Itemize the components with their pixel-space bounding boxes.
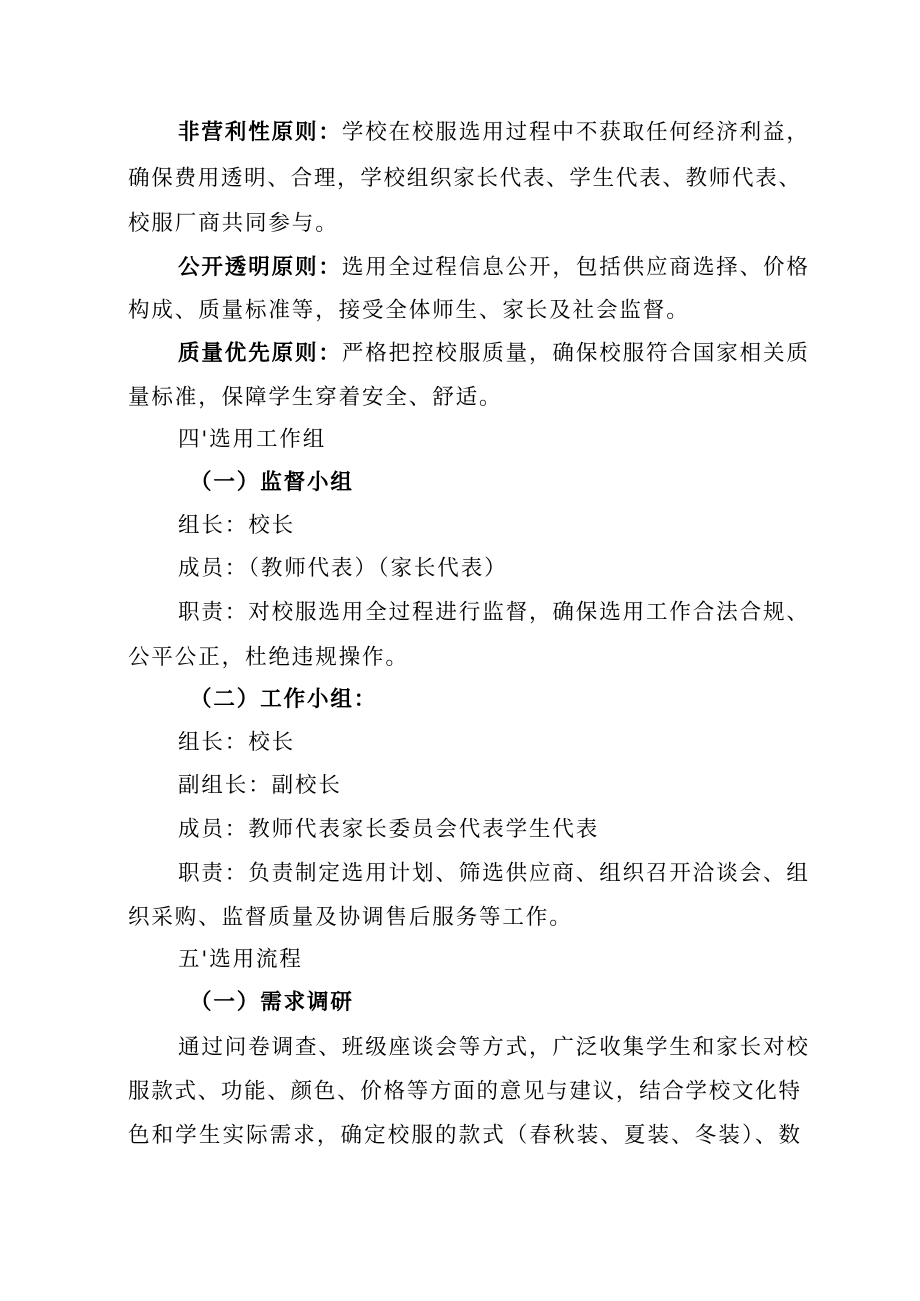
work-group-duty-line-1: 职责：负责制定选用计划、筛选供应商、组织召开洽谈会、组 [178,861,810,886]
transparency-text-1: 选用全过程信息公开，包括供应商选择、价格 [341,255,810,280]
quality-line-1 [178,339,810,369]
supervision-leader: 组长：校长 [178,513,296,538]
supervision-duty-line-1: 职责：对校服选用全过程进行监督，确保选用工作合法合规、 [178,600,810,625]
quality-label: 质量优先原则： [178,341,342,366]
research-heading: （一）需求调研 [190,990,354,1015]
supervision-members: 成员：（教师代表）（家长代表） [178,556,508,581]
research-line-3: 色和学生实际需求，确定校服的款式（春秋装、夏装、冬装）、数 [128,1123,800,1148]
transparency-label: 公开透明原则： [178,255,342,280]
quality-line-2: 量标准，保障学生穿着安全、舒适。 [128,385,503,410]
research-line-1: 通过问卷调查、班级座谈会等方式，广泛收集学生和家长对校 [178,1035,810,1060]
supervision-heading: （一）监督小组 [190,470,354,495]
supervision-duty-line-2: 公平公正，杜绝违规操作。 [128,645,409,670]
non-profit-line-3: 校服厂商共同参与。 [128,211,339,236]
work-group-duty-line-2: 织采购、监督质量及协调售后服务等工作。 [128,905,573,930]
work-group-members: 成员：教师代表家长委员会代表学生代表 [178,817,600,842]
non-profit-label: 非营利性原则： [178,120,342,145]
non-profit-text-1: 学校在校服选用过程中不获取任何经济利益， [341,120,810,145]
non-profit-line-2: 确保费用透明、合理，学校组织家长代表、学生代表、教师代表、 [128,166,800,191]
work-group-leader: 组长：校长 [178,730,296,755]
research-line-2: 服款式、功能、颜色、价格等方面的意见与建议，结合学校文化特 [128,1079,800,1104]
process-heading: 五'选用流程 [178,947,303,972]
work-group-heading: （二）工作小组： [190,687,378,712]
transparency-line-2: 构成、质量标准等，接受全体师生、家长及社会监督。 [128,298,690,323]
transparency-line-1 [178,253,810,283]
work-group-deputy: 副组长：副校长 [178,773,342,798]
non-profit-line-1 [178,118,810,148]
working-group-heading: 四'选用工作组 [178,427,327,452]
quality-text-1: 严格把控校服质量，确保校服符合国家相关质 [341,341,810,366]
